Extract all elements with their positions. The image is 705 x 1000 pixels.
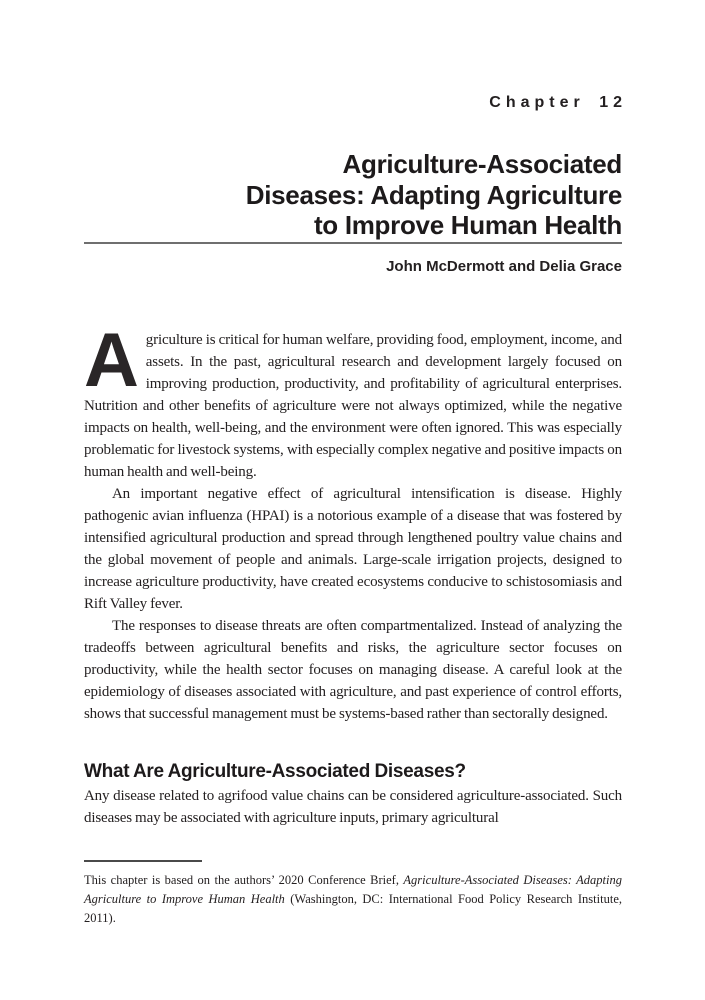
footnote-italic-title: Agriculture-Associated Diseases: Adapting Agriculture to Improve Human Health bbox=[84, 872, 622, 906]
chapter-title bbox=[84, 149, 622, 241]
page-content bbox=[84, 93, 627, 940]
paragraph-hpai: An important negative effect of agricultural intensification is disease. Highly pathogenic avian influenza (HPAI) is a notorious example of a disease that was fostered by intensified agricultural production and spread through lengthened poultry value chains and the global movement of people and animals. Large-scale irrigation projects, designed to increase agriculture productivity, have created ecosystems conducive to schistosomiasis and Rift Valley fever. bbox=[84, 485, 622, 612]
section-heading: What Are Agriculture-Associated Diseases? bbox=[84, 760, 466, 782]
footnote-separator-rule bbox=[84, 860, 202, 862]
authors-byline: John McDermott and Delia Grace bbox=[386, 257, 622, 275]
body-text bbox=[84, 317, 622, 829]
title-line-3: to Improve Human Health bbox=[313, 210, 622, 240]
paragraph-opening bbox=[84, 317, 622, 483]
paragraph-responses: The responses to disease threats are often compartmentalized. Instead of analyzing the tradeoffs between agricultural benefits and risks, the agriculture sector focuses on productivity, while the health sector focuses on managing disease. A careful look at the epidemiology of diseases associated with agriculture, and past experience of control efforts, shows that successful management must be systems-based rather than sectorally designed. bbox=[84, 617, 622, 722]
footnote-text-before: This chapter is based on the authors’ 2020 Conference Brief, bbox=[84, 872, 404, 887]
chapter-label: Chapter 12 bbox=[489, 94, 627, 111]
footnote-block bbox=[84, 860, 622, 928]
footnote bbox=[84, 871, 622, 928]
footnote-text-after: (Washington, DC: International Food Policy Research Institute, 2011). bbox=[84, 891, 622, 925]
title-line-1: Agriculture-Associated bbox=[342, 149, 622, 179]
paragraph-opening-text: griculture is critical for human welfare, providing food, employment, income, and assets. In the past, agricultural research and development largely focused on improving production, productivity, and profitability of agricultural enterprises. Nutrition and other benefits of agriculture were not always optimized, while the negative impacts on health, well-being, and the environment were often ignored. This was especially problematic for livestock systems, with especially complex negative and positive impacts on human health and well-being. bbox=[84, 331, 622, 480]
title-rule bbox=[84, 242, 622, 244]
paragraph-definition: Any disease related to agrifood value chains can be considered agriculture-associated. Such diseases may be associated with agriculture inputs, primary agricultural bbox=[84, 787, 622, 826]
title-line-2: Diseases: Adapting Agriculture bbox=[245, 179, 622, 210]
dropcap-letter: A bbox=[84, 317, 139, 403]
